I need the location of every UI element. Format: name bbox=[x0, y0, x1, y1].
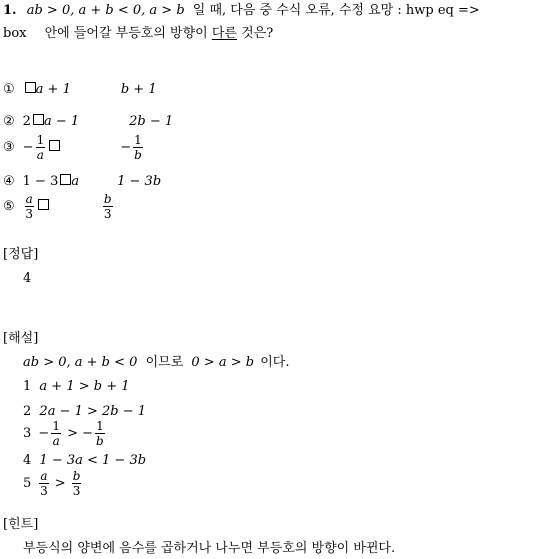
explanation-label: [해설] bbox=[3, 331, 39, 346]
choice-2 bbox=[3, 114, 173, 128]
choice-right bbox=[101, 193, 115, 220]
choice-marker: ② bbox=[3, 113, 15, 129]
question-text: 일 때, 다음 중 수식 오류, 수정 요망 : hwp eq => bbox=[192, 3, 480, 18]
choice-right: 1 − 3b bbox=[117, 173, 162, 189]
blank-box bbox=[49, 140, 60, 151]
question-condition: ab > 0, a + b < 0, a > b bbox=[26, 3, 185, 18]
hint-text: 부등식의 양변에 음수를 곱하거나 나누면 부등호의 방향이 바뀐다. bbox=[23, 541, 396, 556]
choice-right: b + 1 bbox=[120, 81, 157, 97]
question-line2-suffix: 것은? bbox=[241, 26, 274, 41]
choice-left: 2 a − 1 bbox=[22, 114, 80, 129]
choice-marker: ⑤ bbox=[3, 199, 15, 214]
choice-marker: ① bbox=[3, 81, 15, 97]
blank-box bbox=[33, 114, 44, 125]
choice-left: a + 1 bbox=[23, 82, 71, 96]
fraction: $\frac{1}{a}$ bbox=[52, 419, 60, 448]
fraction: $\frac{1}{a}$ bbox=[36, 133, 45, 162]
fraction: $\frac{b}{3}$ bbox=[103, 192, 112, 221]
choice-1 bbox=[3, 82, 157, 96]
question-line-1 bbox=[3, 4, 480, 17]
fraction: $\frac{1}{b}$ bbox=[96, 419, 104, 448]
question-box-word: box bbox=[3, 26, 27, 41]
choice-marker: ③ bbox=[3, 140, 15, 155]
hint-label: [힌트] bbox=[3, 517, 39, 532]
choice-3 bbox=[3, 134, 145, 161]
choice-5 bbox=[3, 193, 115, 220]
choice-right: − $\frac{1}{b}$ bbox=[120, 133, 142, 162]
question-line2-mid: 안에 들어갈 부등호의 방향이 bbox=[44, 26, 208, 41]
explanation-item-1: 1 a + 1 > b + 1 bbox=[23, 379, 130, 394]
explanation-item-4: 4 1 − 3a < 1 − 3b bbox=[23, 453, 147, 468]
fraction: $\frac{a}{3}$ bbox=[40, 469, 48, 498]
question-number: 1. bbox=[3, 3, 17, 18]
choice-4 bbox=[3, 174, 161, 188]
answer-label: [정답] bbox=[3, 247, 39, 262]
question-line-2 bbox=[3, 27, 273, 40]
choice-left: 1 − 3 a bbox=[22, 174, 80, 189]
explanation-item-2: 2 2a − 1 > 2b − 1 bbox=[23, 404, 147, 419]
explanation-item-5: 5 $\frac{a}{3}$ > $\frac{b}{3}$ bbox=[23, 469, 81, 498]
answer-value: 4 bbox=[23, 271, 32, 286]
explanation-line-1: ab > 0, a + b < 0 이므로 0 > a > b 이다. bbox=[23, 355, 290, 370]
explanation-item-3: 3 − $\frac{1}{a}$ > − $\frac{1}{b}$ bbox=[23, 419, 104, 448]
choice-left: − $\frac{1}{a}$ bbox=[23, 134, 61, 161]
choice-left bbox=[23, 193, 49, 220]
blank-box bbox=[25, 82, 36, 93]
fraction: $\frac{b}{3}$ bbox=[72, 469, 81, 498]
fraction: $\frac{a}{3}$ bbox=[25, 192, 34, 221]
fraction: $\frac{1}{b}$ bbox=[134, 133, 142, 162]
blank-box bbox=[60, 174, 71, 185]
blank-box bbox=[38, 199, 49, 210]
choice-marker: ④ bbox=[3, 173, 15, 189]
choice-right: 2b − 1 bbox=[129, 113, 174, 129]
question-underlined-word: 다른 bbox=[211, 26, 237, 41]
